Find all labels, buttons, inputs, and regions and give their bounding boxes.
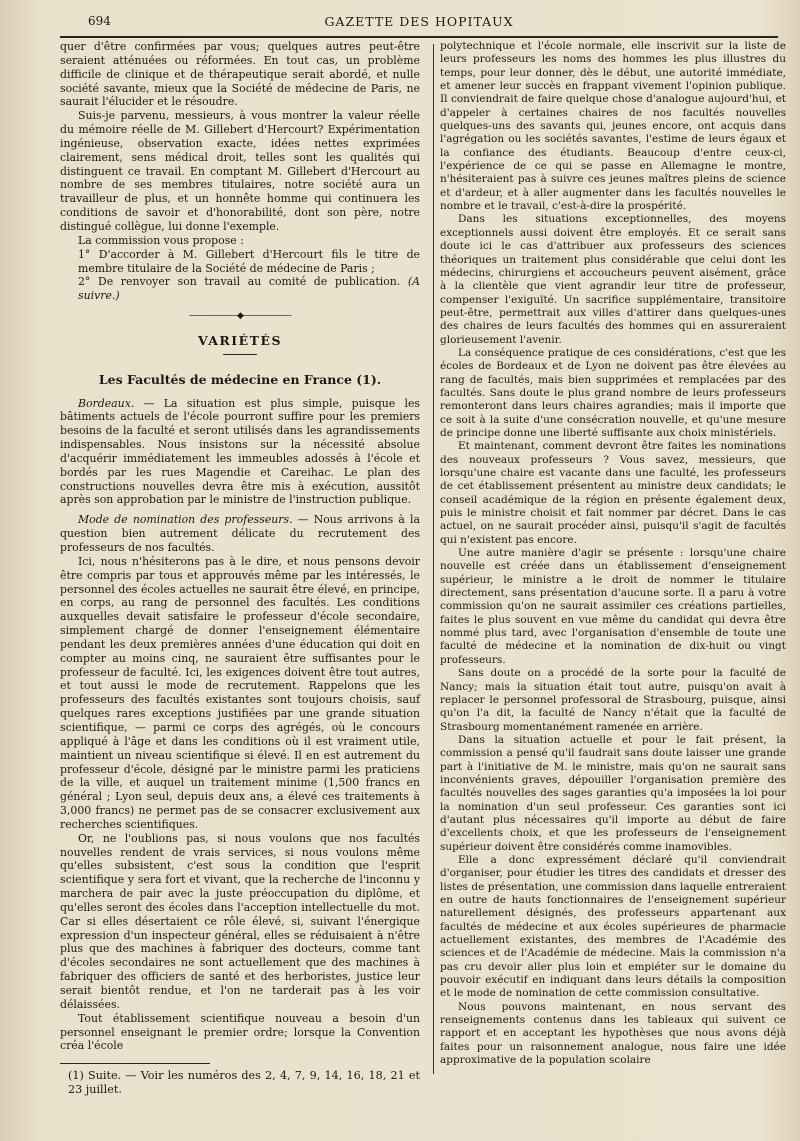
footnote: (1) Suite. — Voir les numéros des 2, 4, 7, 9, 14, 16, 18, 21 et 23 juillet. — [68, 1069, 420, 1097]
paragraph — [60, 397, 420, 508]
paragraph: polytechnique et l'école normale, elle inscrivit sur la liste de leurs professeurs les noms des hommes les plus illustres du temps, pour leur donner, dès le début, une autorité immédiate, et amener leur succès en frappant vivement l'opinion publique. Il conviendrait de faire quelque chose d'analogue aujourd'hui, et d'appeler à certaines chaires de nos facultés nouvelles quelques-uns des savants qui, jeunes encore, ont acquis dans l'agrégation ou les sociétés savantes, l'estime de leurs égaux et la confiance des étudiants. Beaucoup d'entre ceux-ci, l'expérience de ce qui se passe en Allemagne le montre, n'hésiteraient pas à suivre ces jeunes maîtres pleins de science et d'ardeur, et à aller augmenter dans les facultés nouvelles le nombre et le travail, c'est-à-dire la prospérité. — [440, 40, 786, 213]
paragraph: La commission vous propose : — [78, 233, 244, 247]
page-header — [60, 6, 778, 34]
paragraph: Dans les situations exceptionnelles, des moyens exceptionnels aussi doivent être employés. Et ce serait sans doute ici le cas d'attribuer aux professeurs des sciences théoriques un traitement plus considérable que celui dont les médecins, chirurgiens et accoucheurs peuvent aisément, grâce à la clientèle que vient agrandir leur titre de professeur, compenser l'exiguïté. Un sacrifice supplémentaire, transitoire peut-être, permettrait aux villes d'attirer dans quelques-unes des chaires de leurs facultés des hommes qui en assureraient glorieusement l'avenir. — [440, 213, 786, 346]
paragraph-text: — La situation est plus simple, puisque les bâtiments actuels de l'école pourront suffire pour les premiers besoins de la faculté et seront utilisés dans les agrandissements indispensables. Nous insistons sur la nécessité absolue d'acquérir immédiatement les immeubles adossés à l'école et bordés par les rues Magendie et Careihac. Le plan des constructions nouvelles devra être mis à exécution, aussitôt après son approbation par le ministre de l'instruction publique. — [60, 396, 420, 507]
section-title: VARIÉTÉS — [197, 332, 283, 348]
paragraph: quer d'être confirmées par vous; quelques autres peut-être seraient atténuées ou réformées. En tout cas, un problème difficile de clinique et de thérapeutique serait abordé, et nulle société savante, mieux que la Société de médecine de Paris, ne saurait l'élucider et le résoudre. — [60, 40, 420, 109]
paragraph: La conséquence pratique de ces considérations, c'est que les écoles de Bordeaux et de Lyon ne doivent pas être élevées au rang de facultés, mais bien supprimées et remplacées par des facultés. Sans doute le plus grand nombre de leurs professeurs remonteront dans leurs chaires agrandies; mais il importe que ce soit à la suite d'une consécration nouvelle, et qu'une mesure de principe donne une liberté suffisante aux choix ministériels. — [440, 346, 786, 439]
article-title: Les Facultés de médecine en France (1). — [98, 371, 382, 387]
paragraph: Une autre manière d'agir se présente : lorsqu'une chaire nouvelle est créée dans un établissement d'enseignement supérieur, le ministre a le droit de nommer le titulaire directement, sans présentation d'aucune sorte. Il a paru à votre commission qu'on ne saurait assimiler ces créations partielles, faites le plus souvent en vue même du candidat qui devra être nommé plus tard, avec l'organisation d'ensemble de toute une faculté de médecine et la nomination de dix-huit ou vingt professeurs. — [440, 547, 786, 666]
paragraph-text: — Nous arrivons à la question bien autrement délicate du recrutement des professeurs de nos facultés. — [60, 513, 420, 554]
running-title: GAZETTE DES HOPITAUX — [324, 14, 514, 29]
section-ornament: ——————◆—————— — [189, 311, 291, 322]
proposal-item: 1° D'accorder à M. Gillebert d'Hercourt fils le titre de membre titulaire de la Société de médecine de Paris ; — [78, 247, 420, 275]
paragraph: Suis-je parvenu, messieurs, à vous montrer la valeur réelle du mémoire réelle de M. Gillebert d'Hercourt? Expérimentation ingénieuse, observation exacte, idées nettes exprimées clairement, sens médical droit, telles sont les qualités qui distinguent ce travail. En comptant M. Gillebert d'Hercourt au nombre de ses membres titulaires, notre société aura un travailleur de plus, et un honnête homme qui continuera les conditions de savoir et d'honorabilité, dont son père, notre distingué collègue, lui donne l'exemple. — [60, 109, 420, 233]
right-column — [440, 40, 786, 1067]
paragraph: Sans doute on a procédé de la sorte pour la faculté de Nancy; mais la situation était tout autre, puisqu'on avait à replacer le personnel professoral de Strasbourg, puisque, ainsi qu'on l'a dit, la faculté de Nancy n'était que la faculté de Strasbourg momentanément ramenée en arrière. — [440, 667, 786, 733]
column-divider — [433, 44, 434, 1074]
to-be-continued: (A suivre.) — [78, 275, 421, 303]
paragraph: Or, ne l'oublions pas, si nous voulons que nos facultés nouvelles rendent de vrais services, si nous voulons même qu'elles subsistent, c'est sous la condition que l'esprit scientifique y sera fort et vivant, que la recherche de l'inconnu y marchera de pair avec la juste préoccupation du diplôme, et qu'elles seront des écoles dans l'acception intellectuelle du mot. Car si elles désertaient ce rôle élevé, si, suivant l'énergique expression d'un inspecteur général, elles se réduisaient à n'être plus que des machines à fabriquer des docteurs, comme tant d'écoles secondaires ne sont actuellement que des machines à fabriquer des officiers de santé et des herboristes, justice leur serait bientôt rendue, et l'on ne tarderait pas à les voir délaissées. — [60, 831, 420, 1011]
paragraph — [60, 513, 420, 555]
title-rule — [223, 354, 257, 355]
paragraph: Nous pouvons maintenant, en nous servant des renseignements contenus dans les tableaux qui suivent ce rapport et en acceptant les hypothèses que nous avons déjà faites pour un raisonnement analogue, nous faire une idée approximative de la population scolaire — [440, 1000, 786, 1067]
paragraph: Tout établissement scientifique nouveau a besoin d'un personnel enseignant le premier ordre; lorsque la Convention créa l'école — [60, 1011, 420, 1053]
left-column — [60, 40, 420, 1097]
paragraph: Ici, nous n'hésiterons pas à le dire, et nous pensons devoir être compris par tous et approuvés même par les intéressés, le personnel des écoles actuelles ne saurait être élevé, en principe, en corps, au rang de personnel des facultés. Les conditions auxquelles devait satisfaire le professeur d'école secondaire, simplement chargé de donner l'enseignement élémentaire pendant les deux premières années d'une éducation qui doit en compter au moins cinq, ne sauraient être suffisantes pour le professeur de faculté. Ici, les exigences doivent être tout autres, et tout aussi le mode de recrutement. Rappelons que les professeurs des facultés existantes sont toujours choisis, sauf quelques rares exceptions justifiées par une grande situation scientifique, — parmi ce corps des agrégés, où le concours appliqué à l'âge et dans les conditions où il est vraiment utile, maintient un niveau scientifique si élevé. Il en est autrement du professeur d'école, désigné par le ministre parmi les praticiens de la ville, et auquel un traitement minime (1,500 francs en général ; Lyon seul, depuis deux ans, a élevé ces traitements à 3,000 francs) ne permet pas de se consacrer exclusivement aux recherches scientifiques. — [60, 554, 420, 831]
proposal-text: 2° De renvoyer son travail au comité de publication. — [78, 275, 401, 289]
footnote-rule — [60, 1063, 210, 1064]
header-rule — [60, 36, 778, 38]
paragraph: Dans la situation actuelle et pour le fait présent, la commission a pensé qu'il faudrait sans doute laisser une grande part à l'initiative de M. le ministre, mais qu'on ne saurait sans inconvénients graves, dépouiller l'organisation première des facultés nouvelles des sages garanties qu'a imposées la loi pour la nomination d'un seul professeur. Ces garanties sont ici d'autant plus nécessaires qu'il importe au début de faire d'excellents choix, et que les professeurs de l'enseignement supérieur doivent être considérés comme inamovibles. — [440, 733, 786, 853]
proposal-item — [60, 275, 420, 303]
runin-heading: Bordeaux. — [78, 396, 135, 410]
paragraph: Et maintenant, comment devront être faites les nominations des nouveaux professeurs ? Vous savez, messieurs, que lorsqu'une chaire est vacante dans une faculté, les professeurs de cet établissement présentent au ministre deux candidats; le conseil académique de la région en présente également deux, puis le ministre choisit et fait nommer par décret. Dans le cas actuel, on ne saurait procéder ainsi, puisqu'il s'agit de facultés qui n'existent pas encore. — [440, 440, 786, 546]
runin-heading: Mode de nomination des professeurs. — [78, 513, 293, 527]
paragraph: Elle a donc expressément déclaré qu'il conviendrait d'organiser, pour étudier les titres des candidats et dresser des listes de présentation, une commission dans laquelle entreraient en outre de hauts fonctionnaires de l'enseignement supérieur naturellement désignés, des professeurs appartenant aux facultés de médecine et aux écoles supérieures de pharmacie actuellement existantes, des membres de l'Académie des sciences et de l'Académie de médecine. Mais la commission n'a pas cru devoir aller plus loin et empiéter sur le domaine du pouvoir exécutif en indiquant dans leurs détails la composition et le mode de nomination de cette commission consultative. — [440, 853, 786, 1000]
page-number: 694 — [88, 14, 111, 28]
